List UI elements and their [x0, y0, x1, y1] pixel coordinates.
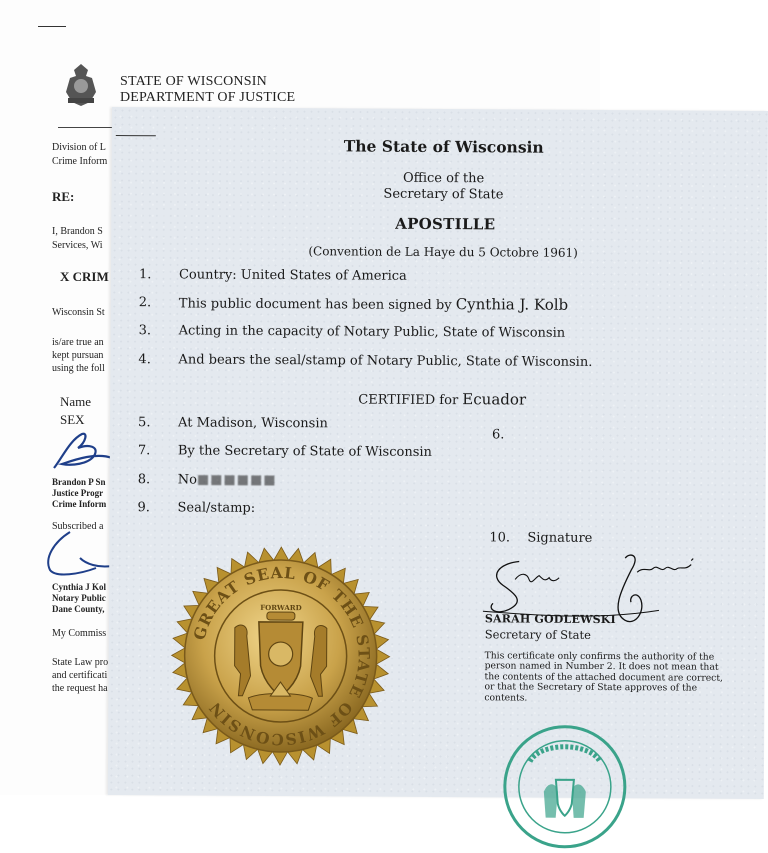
signer-name: Cynthia J. Kolb — [455, 295, 569, 314]
item-signed-by — [179, 293, 568, 313]
brandon-signature-icon — [48, 428, 114, 474]
letter-fragment: and certificati — [52, 670, 108, 681]
letter-fragment: Notary Public — [52, 593, 106, 603]
item-number: 7. — [137, 443, 151, 459]
letter-fragment: Crime Inform — [52, 499, 107, 509]
apostille-heading: APOSTILLE — [395, 214, 496, 234]
item-signed-by-label: This public document has been signed by — [178, 296, 452, 314]
item-country: Country: United States of America — [178, 267, 407, 284]
doj-header — [120, 74, 295, 106]
item-number: 8. — [137, 472, 151, 488]
letter-fragment: Division of L — [52, 142, 106, 153]
doj-header-line-1: STATE OF WISCONSIN — [120, 74, 267, 89]
letter-fragment: using the foll — [52, 363, 105, 374]
secretary-name: SARAH GODLEWSKI — [484, 612, 616, 627]
letter-fragment: Subscribed a — [52, 521, 104, 532]
letter-fragment: Crime Inform — [52, 156, 108, 167]
letter-fragment: I, Brandon S — [52, 226, 103, 237]
secretary-title: Secretary of State — [484, 627, 592, 642]
item-number: 5. — [138, 415, 151, 431]
office-line-2: Secretary of State — [383, 186, 504, 203]
certified-prefix: CERTIFIED for — [358, 392, 459, 409]
item-by: By the Secretary of State of Wisconsin — [177, 443, 432, 460]
office-line-1: Office of the — [402, 170, 485, 187]
item-number: 9. — [137, 500, 151, 516]
letter-fragment: RE: — [52, 189, 75, 204]
item-seal-stamp: And bears the seal/stamp of Notary Public, State of Wisconsin. — [178, 352, 593, 370]
item-number-label: No — [177, 472, 197, 488]
item-capacity: Acting in the capacity of Notary Public, State of Wisconsin — [178, 323, 566, 341]
certified-for — [358, 390, 526, 409]
green-seal-icon — [499, 721, 630, 852]
item-place: At Madison, Wisconsin — [178, 415, 328, 432]
signature-label: Signature — [527, 530, 593, 546]
certified-country: Ecuador — [462, 390, 527, 409]
wisconsin-coat-of-arms-icon — [58, 62, 104, 108]
page-mark — [116, 135, 156, 136]
item-seal-label: Seal/stamp: — [177, 500, 256, 516]
convention-line: (Convention de La Haye du 5 Octobre 1961) — [308, 244, 578, 260]
letter-fragment: State Law pro — [52, 657, 109, 668]
letter-fragment: Dane County, — [52, 604, 105, 614]
letter-fragment: kept pursuan — [52, 350, 104, 361]
doj-header-line-2: DEPARTMENT OF JUSTICE — [120, 90, 296, 105]
letter-fragment: My Commiss — [52, 628, 107, 639]
item-number: 1. — [138, 267, 152, 283]
item-number: 4. — [138, 352, 151, 368]
seal-ring-text: GREAT SEAL OF THE STATE OF WISCONSIN — [189, 562, 374, 750]
letter-fragment: Brandon P Sn — [52, 477, 106, 487]
item-number-field — [178, 472, 277, 488]
office-heading — [383, 171, 503, 204]
letter-fragment: Cynthia J Kol — [52, 582, 107, 592]
item-number: 2. — [138, 295, 152, 311]
letter-fragment: Name — [60, 394, 92, 409]
apostille-certificate — [108, 107, 768, 799]
seal-motto: FORWARD — [260, 602, 302, 613]
item-number-10: 10. — [489, 530, 511, 546]
item-number-6: 6. — [491, 427, 505, 443]
certificate-title: The State of Wisconsin — [343, 136, 544, 157]
letter-fragment: the request ha — [52, 683, 108, 694]
page-mark — [38, 26, 66, 27]
item-number: 3. — [138, 323, 152, 339]
obscured-number: ■■■■■■ — [196, 472, 277, 489]
letter-fragment: X CRIM — [60, 269, 109, 284]
gold-seal-icon — [170, 545, 391, 766]
notary-signature-icon — [40, 528, 114, 580]
letter-fragment: Wisconsin St — [52, 307, 105, 318]
disclaimer-text: This certificate only confirms the authority of the person named in Number 2. It does not mean that the contents of the attached document are correct, or that the Secretary of State approves of the contents. — [484, 650, 723, 704]
letter-fragment: is/are true an — [52, 337, 104, 348]
letter-fragment: SEX — [60, 412, 85, 427]
letter-fragment: Justice Progr — [52, 488, 104, 498]
letter-fragment: Services, Wi — [52, 240, 103, 251]
